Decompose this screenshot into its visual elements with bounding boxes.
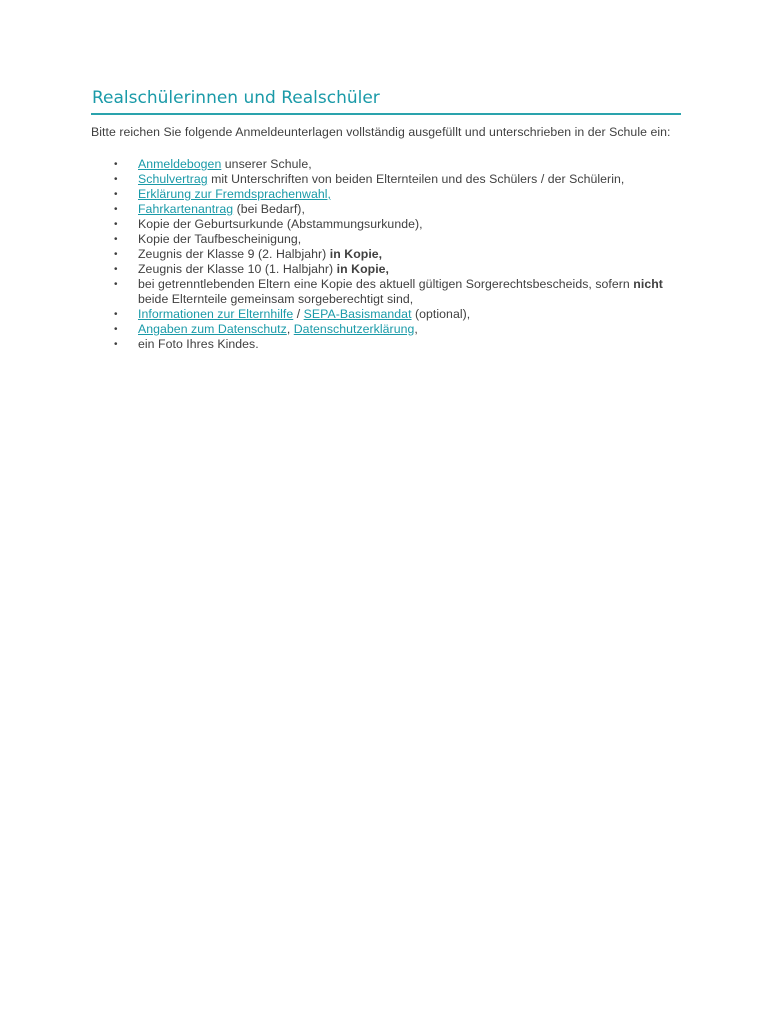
- list-item-emphasis: nicht: [633, 277, 663, 291]
- bullet-icon: •: [114, 249, 118, 260]
- list-item-text: unserer Schule,: [221, 157, 312, 171]
- elternhilfe-link[interactable]: Informationen zur Elternhilfe: [138, 307, 294, 321]
- bullet-icon: •: [114, 279, 118, 290]
- list-item-text: Zeugnis der Klasse 10 (1. Halbjahr): [138, 262, 337, 276]
- required-documents-list: [91, 157, 681, 352]
- list-item-emphasis: in Kopie,: [329, 247, 383, 261]
- schulvertrag-link[interactable]: Schulvertrag: [138, 172, 208, 186]
- list-item-text: Zeugnis der Klasse 9 (2. Halbjahr): [138, 247, 330, 261]
- list-item-elternhilfe-sepa: [91, 307, 681, 322]
- anmeldebogen-link[interactable]: Anmeldebogen: [138, 157, 222, 171]
- bullet-icon: •: [114, 174, 118, 185]
- list-item-text: ein Foto Ihres Kindes.: [138, 337, 259, 351]
- bullet-icon: •: [114, 204, 118, 215]
- list-item-taufbescheinigung: [91, 232, 681, 247]
- fahrkartenantrag-link[interactable]: Fahrkartenantrag: [138, 202, 234, 216]
- list-item-schulvertrag: [91, 172, 681, 187]
- list-item-text: Kopie der Taufbescheinigung,: [138, 232, 302, 246]
- list-item-text: bei getrenntlebenden Eltern eine Kopie des aktuell gültigen Sorgerechtsbescheids, sofern: [138, 277, 634, 291]
- datenschutzerklaerung-link[interactable]: Datenschutzerklärung: [293, 322, 415, 336]
- bullet-icon: •: [114, 159, 118, 170]
- bullet-icon: •: [114, 189, 118, 200]
- bullet-icon: •: [114, 234, 118, 245]
- document-page: [91, 86, 681, 352]
- list-item-anmeldebogen: [91, 157, 681, 172]
- list-item-separator: ,: [286, 322, 294, 336]
- list-item-emphasis: in Kopie,: [336, 262, 390, 276]
- list-item-zeugnis-10: [91, 262, 681, 277]
- list-item-datenschutz: [91, 322, 681, 337]
- list-item-separator: /: [293, 307, 304, 321]
- heading-underline: [91, 113, 681, 115]
- list-item-zeugnis-9: [91, 247, 681, 262]
- list-item-foto: [91, 337, 681, 352]
- intro-paragraph: Bitte reichen Sie folgende Anmeldeunterlagen vollständig ausgefüllt und unterschrieben in der Schule ein:: [91, 125, 671, 139]
- bullet-icon: •: [114, 339, 118, 350]
- bullet-icon: •: [114, 219, 118, 230]
- bullet-icon: •: [114, 309, 118, 320]
- datenschutz-angaben-link[interactable]: Angaben zum Datenschutz: [138, 322, 287, 336]
- list-item-text: mit Unterschriften von beiden Elternteilen und des Schülers / der Schülerin,: [207, 172, 625, 186]
- list-item-fremdsprachenwahl: [91, 187, 681, 202]
- section-heading: Realschülerinnen und Realschüler: [92, 88, 380, 108]
- fremdsprachenwahl-link[interactable]: Erklärung zur Fremdsprachenwahl,: [138, 187, 331, 201]
- list-item-geburtsurkunde: [91, 217, 681, 232]
- list-item-text: (optional),: [411, 307, 471, 321]
- list-item-text: Kopie der Geburtsurkunde (Abstammungsurkunde),: [138, 217, 423, 231]
- list-item-sorgerecht: [91, 277, 681, 307]
- list-item-text: ,: [414, 322, 418, 336]
- bullet-icon: •: [114, 324, 118, 335]
- bullet-icon: •: [114, 264, 118, 275]
- list-item-text: beide Elternteile gemeinsam sorgeberechtigt sind,: [138, 292, 414, 306]
- list-item-text: (bei Bedarf),: [233, 202, 305, 216]
- list-item-fahrkartenantrag: [91, 202, 681, 217]
- sepa-basismandat-link[interactable]: SEPA-Basismandat: [303, 307, 412, 321]
